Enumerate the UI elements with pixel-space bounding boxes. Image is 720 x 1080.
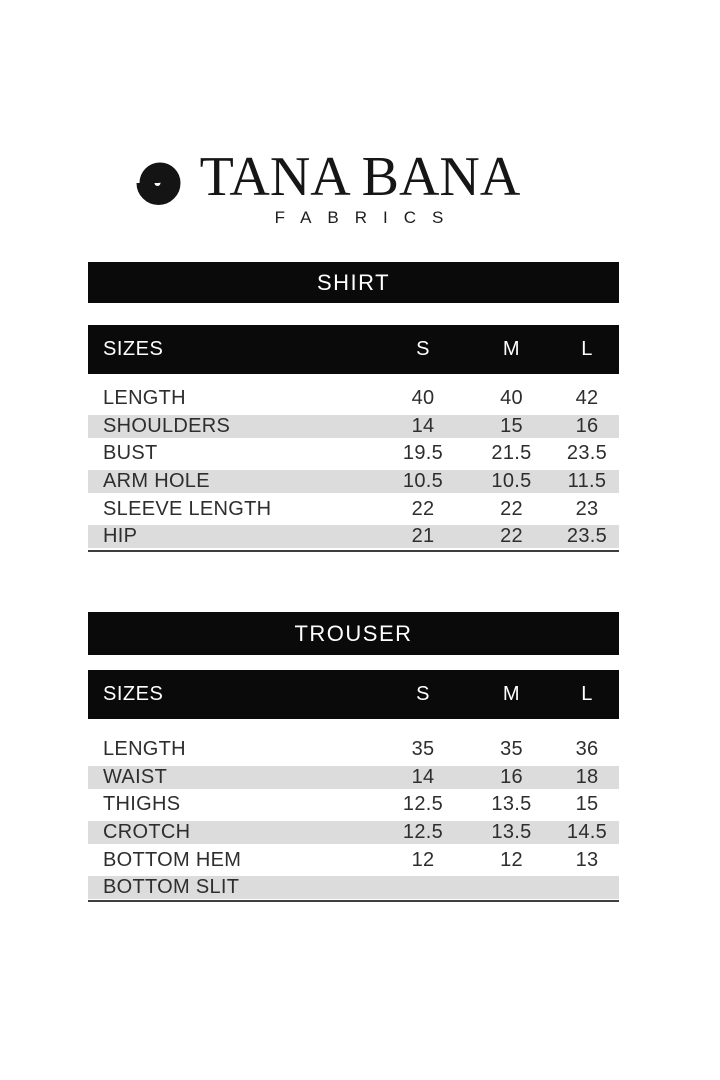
row-value-m: 22 [500, 497, 523, 520]
trouser-col-header-l: L [581, 683, 593, 705]
table-row [88, 442, 619, 466]
row-label: HIP [103, 525, 138, 548]
row-value-m: 16 [500, 765, 523, 788]
table-row [88, 821, 619, 845]
table-row [88, 525, 619, 549]
row-value-s: 19.5 [402, 442, 444, 465]
brand-subtitle: FABRICS [274, 208, 460, 227]
trouser-size-header-row [88, 670, 619, 719]
trouser-col-header-m: M [502, 683, 521, 705]
brand-logo [136, 146, 526, 228]
shirt-sizes-label: SIZES [103, 338, 164, 360]
shirt-title-text: SHIRT [316, 269, 391, 295]
row-value-l: 18 [575, 765, 599, 788]
row-value-m: 13.5 [491, 821, 532, 844]
row-value-l: 13 [575, 848, 599, 871]
trouser-table-bottom-rule [88, 900, 619, 902]
trouser-title-text: TROUSER [294, 620, 413, 646]
row-value-l: 15 [575, 793, 599, 816]
row-value-l: 14.5 [566, 821, 608, 844]
row-value-m: 35 [500, 738, 523, 761]
table-row [88, 738, 619, 762]
table-row [88, 387, 619, 411]
row-label: LENGTH [103, 738, 186, 761]
table-row [88, 793, 619, 817]
row-label: LENGTH [103, 387, 186, 410]
brand-text [194, 146, 526, 228]
row-value-m: 10.5 [491, 470, 532, 493]
table-row [88, 848, 619, 872]
row-value-l: 36 [575, 738, 599, 761]
spiral-icon [136, 157, 184, 209]
brand-name: TANA BANA [199, 146, 521, 208]
row-label: WAIST [103, 765, 168, 788]
row-label: SHOULDERS [103, 414, 231, 437]
shirt-col-header-s: S [416, 338, 430, 360]
row-label: CROTCH [103, 821, 191, 844]
shirt-measurement-table [88, 387, 619, 553]
row-label: SLEEVE LENGTH [103, 497, 272, 520]
row-label: BOTTOM SLIT [103, 876, 240, 899]
row-value-l: 23.5 [566, 442, 608, 465]
shirt-col-header-m: M [502, 338, 521, 360]
row-value-s: 12.5 [402, 793, 444, 816]
row-value-l: 23.5 [566, 525, 608, 548]
row-value-m: 21.5 [491, 442, 532, 465]
table-row [88, 470, 619, 494]
row-value-s: 35 [411, 738, 435, 761]
row-value-l: 42 [575, 387, 599, 410]
shirt-col-header-l: L [581, 338, 593, 360]
trouser-section-title [88, 612, 619, 655]
table-row [88, 766, 619, 790]
row-value-s: 40 [411, 387, 435, 410]
trouser-col-header-s: S [416, 683, 430, 705]
table-row [88, 497, 619, 521]
row-value-s: 22 [411, 497, 435, 520]
trouser-measurement-table [88, 738, 619, 904]
table-row [88, 876, 619, 900]
shirt-size-header-row [88, 325, 619, 374]
row-value-l: 11.5 [567, 470, 607, 493]
row-value-m: 22 [500, 525, 523, 548]
row-value-m: 40 [500, 387, 523, 410]
row-label: BOTTOM HEM [103, 848, 242, 871]
row-value-s: 14 [411, 414, 435, 437]
row-label: THIGHS [103, 793, 181, 816]
row-value-l: 16 [575, 414, 599, 437]
row-label: ARM HOLE [103, 470, 210, 493]
row-value-s: 12.5 [402, 821, 444, 844]
row-value-s: 12 [411, 848, 435, 871]
row-value-m: 12 [500, 848, 523, 871]
row-value-m: 15 [500, 414, 523, 437]
table-row [88, 415, 619, 439]
row-label: BUST [103, 442, 158, 465]
shirt-table-bottom-rule [88, 550, 619, 552]
row-value-m: 13.5 [491, 793, 532, 816]
row-value-l: 23 [575, 497, 599, 520]
row-value-s: 14 [411, 765, 435, 788]
shirt-section-title [88, 262, 619, 303]
row-value-s: 10.5 [402, 470, 444, 493]
row-value-s: 21 [411, 525, 435, 548]
trouser-sizes-label: SIZES [103, 683, 164, 705]
